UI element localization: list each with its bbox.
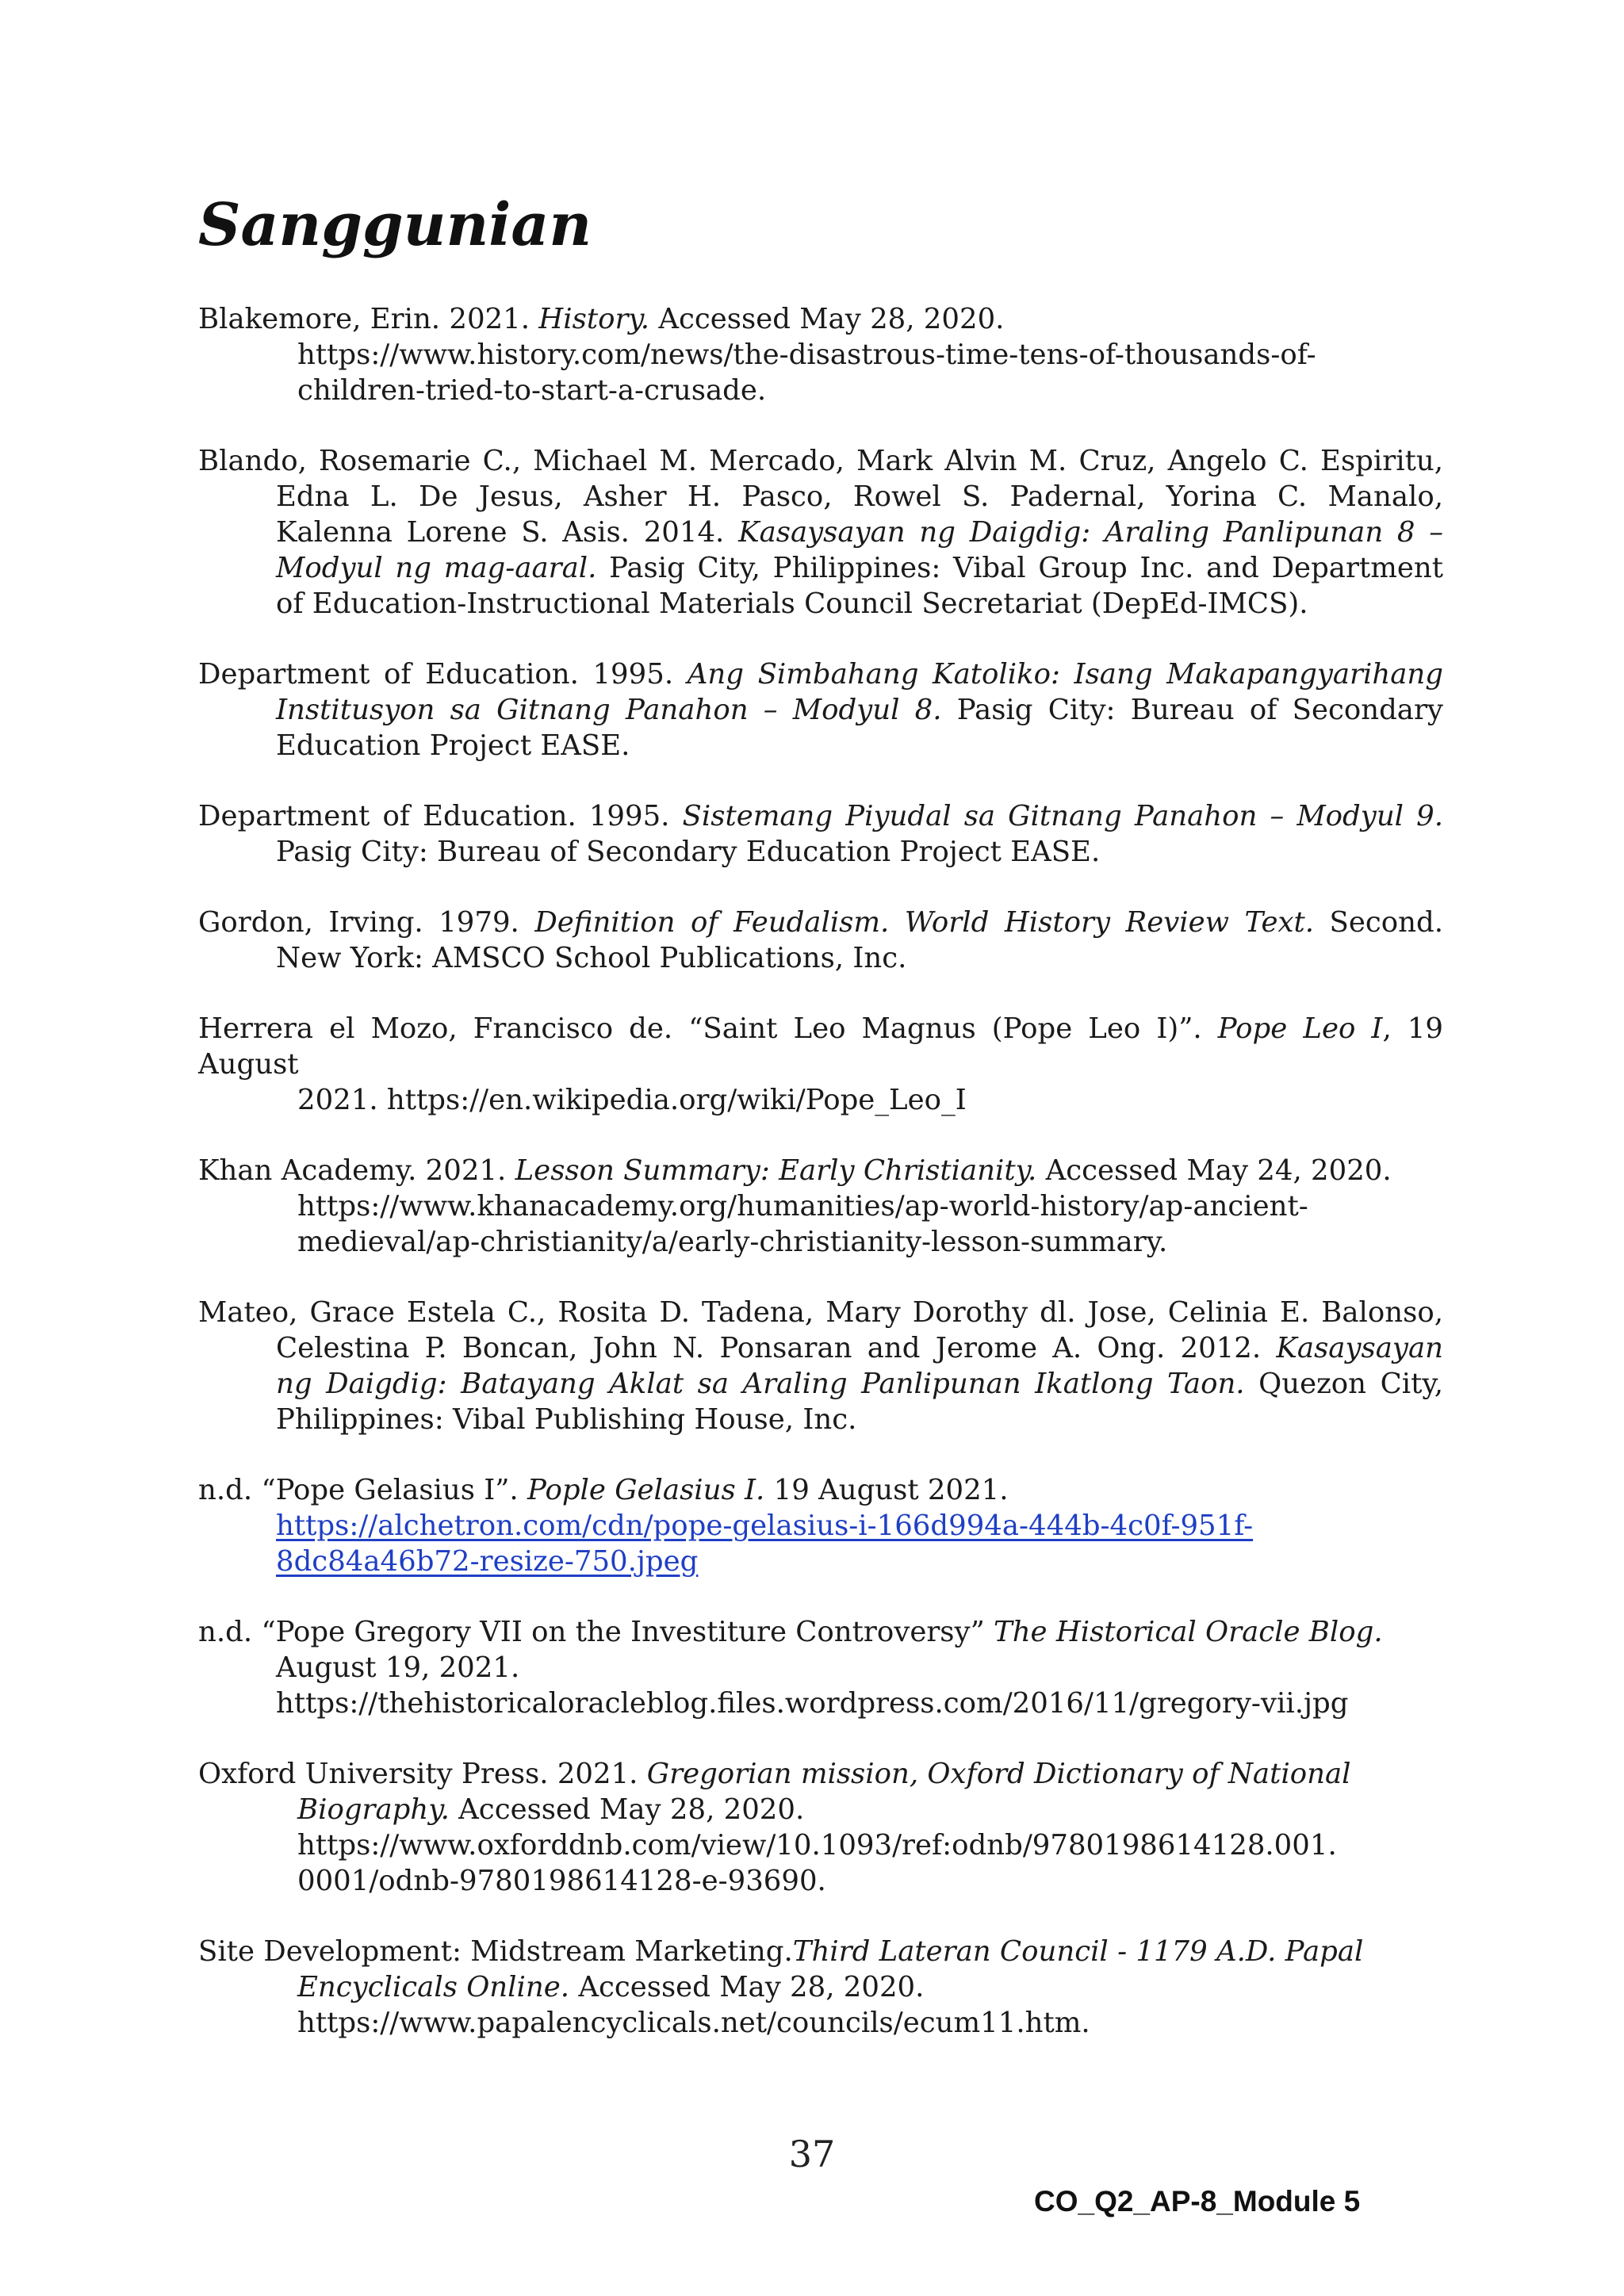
page-title: Sanggunian xyxy=(198,191,592,259)
ref-text: Mateo, Grace Estela C., Rosita D. Tadena, Mary Dorothy dl. Jose, Celinia E. Balonso, xyxy=(198,1296,1443,1329)
ref-text: Site Development: Midstream Marketing. xyxy=(198,1935,793,1968)
reference-mateo xyxy=(198,1295,1443,1437)
ref-text: Accessed May 28, 2020. xyxy=(449,1793,805,1826)
ref-url: https://www.history.com/news/the-disastrous-time-tens-of-thousands-of- xyxy=(297,339,1316,371)
reference-line xyxy=(198,515,1443,550)
ref-text: n.d. “Pope Gregory VII on the Investiture Controversy” xyxy=(198,1616,994,1648)
reference-line xyxy=(198,1792,1443,1827)
module-code: CO_Q2_AP-8_Module 5 xyxy=(1034,2185,1361,2218)
ref-text: August 19, 2021. xyxy=(276,1651,520,1684)
ref-text: of Education-Instructional Materials Council Secretariat (DepEd-IMCS). xyxy=(276,587,1308,620)
ref-text: Gordon, Irving. 1979. xyxy=(198,906,535,939)
ref-title: Definition of Feudalism. World History Review Text. xyxy=(534,906,1315,939)
ref-url: https://www.oxforddnb.com/view/10.1093/ref:odnb/9780198614128.001. xyxy=(297,1829,1337,1862)
ref-text: Pasig City: Bureau of Secondary Education Project EASE. xyxy=(276,836,1101,868)
reference-line xyxy=(198,550,1443,586)
reference-line xyxy=(198,1472,1443,1508)
ref-url: 0001/odnb-9780198614128-e-93690. xyxy=(297,1865,826,1897)
ref-text: Edna L. De Jesus, Asher H. Pasco, Rowel S. Padernal, Yorina C. Manalo, xyxy=(276,480,1443,513)
reference-pope-gregory xyxy=(198,1614,1443,1721)
ref-text: Department of Education. 1995. xyxy=(198,800,683,832)
ref-url: children-tried-to-start-a-crusade. xyxy=(297,374,767,407)
ref-title: Lesson Summary: Early Christianity. xyxy=(515,1154,1037,1187)
ref-text: Department of Education. 1995. xyxy=(198,658,688,691)
ref-text: Quezon City, xyxy=(1244,1368,1443,1400)
ref-text: 19 August 2021. xyxy=(764,1474,1009,1506)
reference-list xyxy=(198,301,1443,2076)
ref-text: Blakemore, Erin. 2021. xyxy=(198,303,539,335)
ref-text: n.d. “Pope Gelasius I”. xyxy=(198,1474,527,1506)
reference-line xyxy=(198,301,1443,337)
ref-text: Kalenna Lorene S. Asis. 2014. xyxy=(276,516,739,549)
reference-site-development xyxy=(198,1934,1443,2041)
reference-khan-academy xyxy=(198,1153,1443,1260)
ref-title: The Historical Oracle Blog. xyxy=(994,1616,1383,1648)
reference-line xyxy=(198,692,1443,728)
ref-title: Third Lateran Council - 1179 A.D. Papal xyxy=(792,1935,1364,1968)
ref-title: Kasaysayan ng Daigdig: Araling Panlipunan 8 – xyxy=(738,516,1443,549)
reference-line xyxy=(198,1934,1443,1969)
ref-text: Celestina P. Boncan, John N. Ponsaran and Jerome A. Ong. 2012. xyxy=(276,1332,1277,1364)
ref-text: Accessed May 28, 2020. xyxy=(569,1971,925,2003)
reference-line xyxy=(198,1330,1443,1366)
reference-line xyxy=(198,1011,1443,1082)
ref-link-line xyxy=(198,1544,1443,1579)
ref-text: Philippines: Vibal Publishing House, Inc. xyxy=(276,1403,857,1436)
reference-blakemore xyxy=(198,301,1443,408)
reference-line xyxy=(198,656,1443,692)
ref-title: History. xyxy=(538,303,650,335)
ref-title: Sistemang Piyudal sa Gitnang Panahon – Modyul 9. xyxy=(682,800,1443,832)
ref-text: Blando, Rosemarie C., Michael M. Mercado, Mark Alvin M. Cruz, Angelo C. Espiritu, xyxy=(198,445,1443,477)
page-number: 37 xyxy=(788,2133,836,2175)
ref-title: Gregorian mission, Oxford Dictionary of National xyxy=(646,1758,1351,1790)
ref-title: ng Daigdig: Batayang Aklat sa Araling Panlipunan Ikatlong Taon. xyxy=(276,1368,1245,1400)
reference-gordon xyxy=(198,905,1443,976)
ref-text: Pasig City: Bureau of Secondary xyxy=(941,694,1443,726)
ref-text: Education Project EASE. xyxy=(276,729,630,762)
reference-line xyxy=(198,1153,1443,1188)
ref-title: Pope Leo I xyxy=(1217,1012,1383,1045)
reference-oxford xyxy=(198,1756,1443,1899)
reference-line xyxy=(198,798,1443,834)
reference-deped-modyul-9 xyxy=(198,798,1443,870)
reference-line xyxy=(198,1366,1443,1402)
ref-url: https://www.khanacademy.org/humanities/ap-world-history/ap-ancient- xyxy=(297,1190,1308,1223)
ref-title: Institusyon sa Gitnang Panahon – Modyul 8. xyxy=(276,694,942,726)
reference-deped-modyul-8 xyxy=(198,656,1443,763)
ref-text: Khan Academy. 2021. xyxy=(198,1154,515,1187)
reference-line xyxy=(198,1756,1443,1792)
ref-title: Pople Gelasius I. xyxy=(527,1474,765,1506)
reference-blando xyxy=(198,443,1443,622)
ref-url: 2021. https://en.wikipedia.org/wiki/Pope_Leo_I xyxy=(297,1084,967,1116)
ref-text: Oxford University Press. 2021. xyxy=(198,1758,647,1790)
ref-text: Herrera el Mozo, Francisco de. “Saint Leo Magnus (Pope Leo I)”. xyxy=(198,1012,1218,1045)
reference-line xyxy=(198,1969,1443,2005)
ref-text: New York: AMSCO School Publications, Inc. xyxy=(276,942,907,974)
reference-pope-gelasius xyxy=(198,1472,1443,1579)
reference-line xyxy=(198,1614,1443,1650)
ref-text: Second. xyxy=(1314,906,1443,939)
ref-title: Biography. xyxy=(297,1793,450,1826)
ref-url: https://thehistoricaloracleblog.files.wordpress.com/2016/11/gregory-vii.jpg xyxy=(276,1687,1349,1720)
ref-link[interactable]: 8dc84a46b72-resize-750.jpeg xyxy=(276,1545,699,1578)
ref-title: Encyclicals Online. xyxy=(297,1971,570,2003)
reference-line xyxy=(198,905,1443,940)
ref-text: Pasig City, Philippines: Vibal Group Inc. and Department xyxy=(596,552,1443,584)
ref-link-line xyxy=(198,1508,1443,1544)
ref-url: https://www.papalencyclicals.net/councils/ecum11.htm. xyxy=(297,2007,1090,2039)
ref-title: Kasaysayan xyxy=(1276,1332,1443,1364)
ref-title: Ang Simbahang Katoliko: Isang Makapangyarihang xyxy=(687,658,1443,691)
reference-herrera xyxy=(198,1011,1443,1118)
ref-link[interactable]: https://alchetron.com/cdn/pope-gelasius-i-166d994a-444b-4c0f-951f- xyxy=(276,1510,1254,1542)
ref-text: , 19 August xyxy=(198,1012,1443,1081)
ref-text: Accessed May 28, 2020. xyxy=(649,303,1005,335)
ref-url: medieval/ap-christianity/a/early-christianity-lesson-summary. xyxy=(297,1226,1168,1258)
ref-title: Modyul ng mag-aaral. xyxy=(276,552,597,584)
ref-text: Accessed May 24, 2020. xyxy=(1036,1154,1392,1187)
